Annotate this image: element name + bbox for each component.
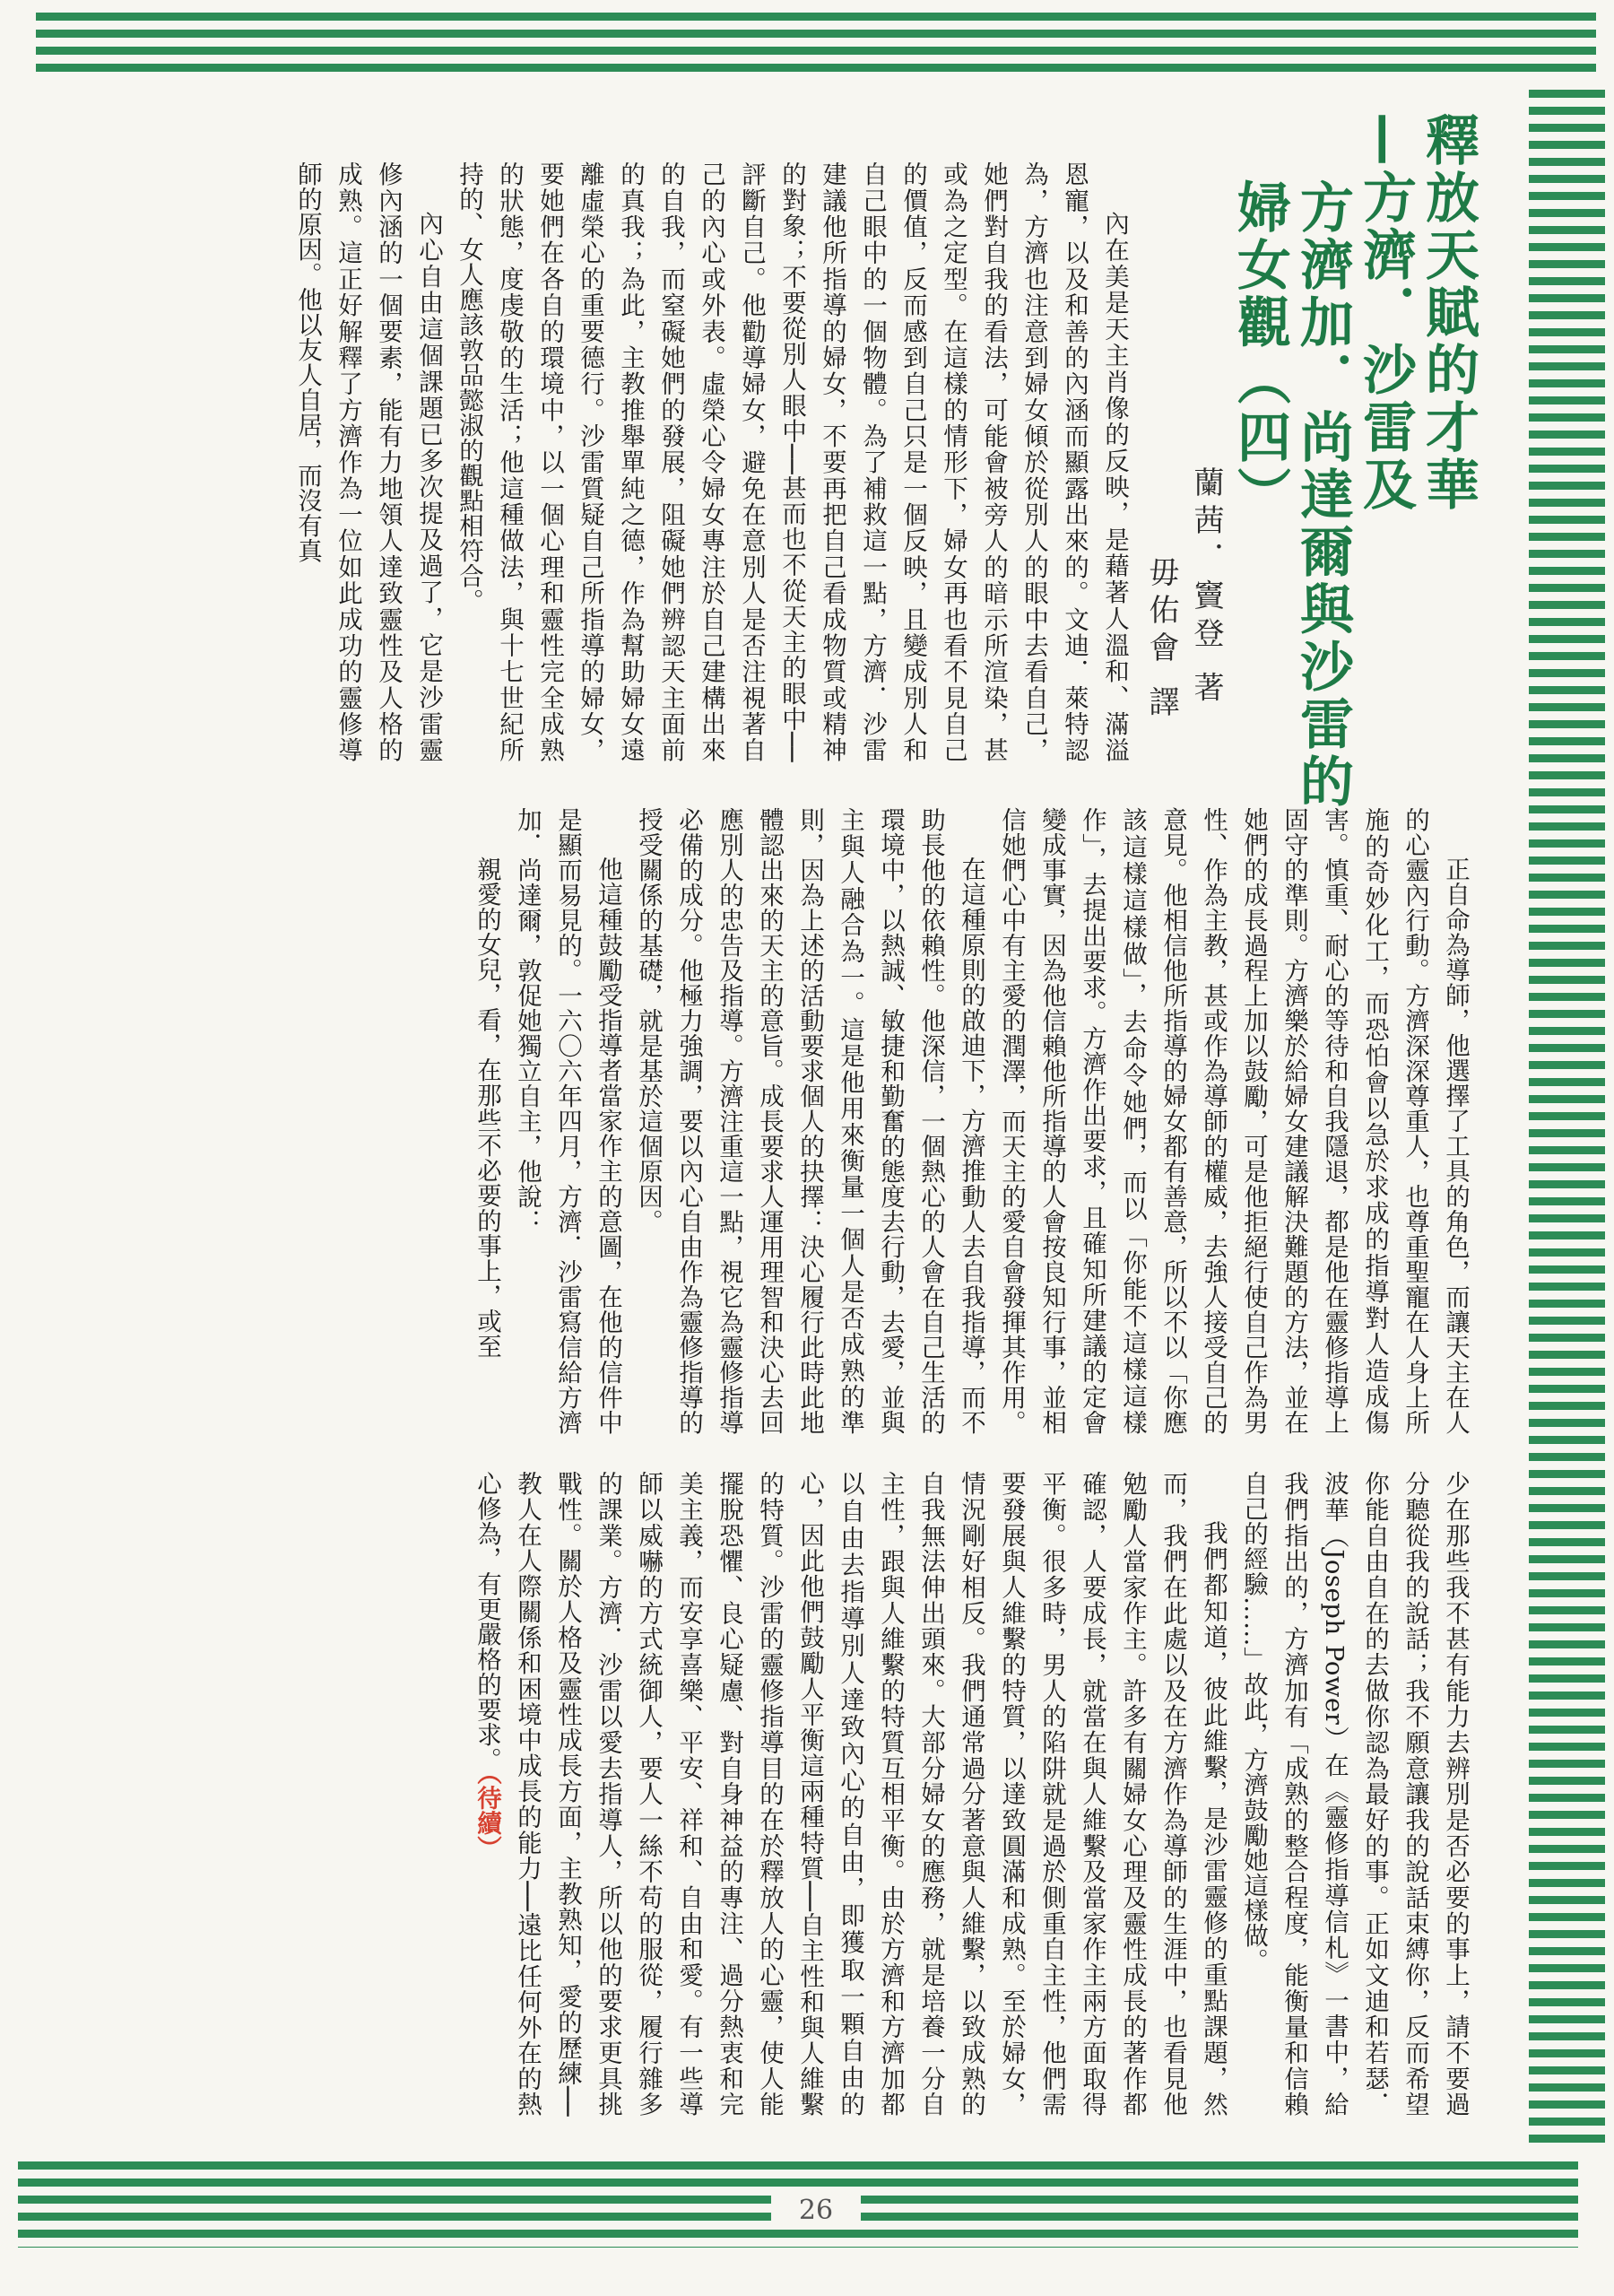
to-be-continued-label: （待續） (473, 1772, 501, 1861)
top-text-section (112, 161, 1134, 762)
top-stripe-band (36, 13, 1596, 81)
paragraph (466, 1471, 1233, 2117)
letter-quote: 親愛的女兒，看，在那些不必要的事上，或至 (473, 857, 501, 1359)
article-title: 釋放天賦的才華 (1417, 112, 1480, 514)
paragraph: 正自命為導師，他選擇了工具的角色，而讓天主在人的心靈內行動。方濟深深尊重人，也尊重聖寵在人身上所施的奇妙化工，而恐怕會以急於求成的指導對人造成傷害。慎重、耐心的等待和自我隱退，都是他在靈修指導上固守的準則。方濟樂於給婦女建議解決難題的方法，並在她們的成長過程上加以鼓勵，可是他拒絕行使自己作為男性、作為主教，甚或作為導師的權威，去強人接受自己的意見。他相信他所指導的婦女都有善意，所以不以「你應該這樣這樣做」，去命令她們，而以「你能不這樣這樣作」，去提出要求。方濟作出要求，且確知所建議的定會變成事實，因為他信賴他所指導的人會按良知行事，並相信她們心中有主愛的潤澤，而天主的愛自會發揮其作用。 (997, 807, 1470, 1435)
article-title-line-2: —方濟．沙雷及 (1354, 112, 1417, 514)
bottom-text-section (152, 1471, 1475, 2117)
paragraph: 內在美是天主肖像的反映，是藉著人溫和、滿溢恩寵，以及和善的內涵而顯露出來的。文迪．萊特認為，方濟也注意到婦女傾於從別人的眼中去看自己，她們對自我的看法，可能會被旁人的暗示所渲染，甚或為之定型。在這樣的情形下，婦女再也看不見自己的價值，反而感到自己只是一個反映，且變成別人和自己眼中的一個物體。為了補救這一點，方濟．沙雷建議他所指導的婦女，不要再把自己看成物質或精神的對象；不要從別人眼中──甚而也不從天主的眼中──評斷自己。他勸導婦女，避免在意別人是否注視著自己的內心或外表。虛榮心令婦女專注於自己建構出來的自我，而窒礙她們的發展，阻礙她們辨認天主面前的真我；為此，主教推舉單純之德，作為幫助婦女遠離虛榮心的重要德行。沙雷質疑自己所指導的婦女，要她們在各自的環境中，以一個心理和靈性完全成熟的狀態，度虔敬的生活；他這種做法，與十七世紀所持的、女人應該敦品懿淑的觀點相符合。 (455, 161, 1129, 762)
paragraph: 在這種原則的啟迪下，方濟推動人去自我指導，而不助長他的依賴性。他深信，一個熱心的人會在自己生活的環境中，以熱誠、敏捷和勤奮的態度去行動，去愛，並與主與人融合為一。這是他用來衡量一個人是否成熟的準則，因為上述的活動要求個人的抉擇：決心履行此時此地體認出來的天主的意旨。成長要求人運用理智和決心去回應別人的忠告及指導。方濟注重這一點，視它為靈修指導必備的成分。他極力強調，要以內心自由作為靈修指導的授受關係的基礎，就是基於這個原因。 (634, 807, 985, 1435)
article-title-line-3: 方濟加．尚達爾與沙雷的 (1291, 179, 1354, 811)
translator-byline: 毋佑會 譯 (1143, 556, 1179, 724)
article-title-line-4: 婦女觀（四） (1228, 179, 1291, 524)
page-number: 26 (771, 2193, 861, 2229)
letter-quote-continued: 少在那些我不甚有能力去辨別是否必要的事上，請不要過分聽從我的說話；我不願意讓我的說話束縛你，反而希望你能自由自在的去做你認為最好的事。正如文迪和若瑟．波華（Joseph Power）在《靈修指導信札》一書中，給我們指出的，方濟加有「成熟的整合程度，能衡量和信賴自己的經驗……」故此，方濟鼓勵她這樣做。 (1239, 1471, 1470, 2117)
middle-text-section (112, 807, 1475, 1435)
paragraph: 他這種鼓勵受指導者當家作主的意圖，在他的信件中是顯而易見的。一六〇六年四月，方濟．沙雷寫信給方濟加．尚達爾，敦促她獨立自主，他說： (513, 807, 622, 1435)
paragraph: 內心自由這個課題已多次提及過了，它是沙雷靈修內涵的一個要素，能有力地領人達致靈性及人格的成熟。這正好解釋了方濟作為一位如此成功的靈修導師的原因。他以友人自居，而沒有真 (293, 161, 443, 762)
paragraph-text: 我們都知道，彼此維繫，是沙雷靈修的重點課題，然而，我們在此處以及在方濟作為導師的生涯中，也看見他勉勵人當家作主。許多有關婦女心理及靈性成長的著作都確認，人要成長，就當在與人維繫及當家作主兩方面取得平衡。很多時，男人的陷阱就是過於側重自主性，他們需要發展與人維繫的特質，以達致圓滿和成熟。至於婦女，情況剛好相反。我們通常過分著意與人維繫，以致成熟的自我無法伸出頭來。大部分婦女的應務，就是培養一分自主性，跟與人維繫的特質互相平衡。由於方濟和方濟加都以自由去指導別人達致內心的自由，即獲取一顆自由的心，因此他們鼓勵人平衡這兩種特質──自主性和與人維繫的特質。沙雷的靈修指導目的在於釋放人的心靈，使人能擺脫恐懼、良心疑慮、對自身神益的專注、過分熱衷和完美主義，而安享喜樂、平安、祥和、自由和愛。有一些導師以威嚇的方式統御人，要人一絲不苟的服從，履行雜多的課業。方濟．沙雷以愛去指導人，所以他的要求更具挑戰性。關於人格及靈性成長方面，主教熟知，愛的歷練──教人在人際關係和困境中成長的能力──遠比任何外在的熱心修為，有更嚴格的要求。 (473, 1471, 1228, 2117)
author-byline: 蘭茜．竇登 著 (1188, 466, 1224, 709)
right-stripe-band (1529, 90, 1605, 2144)
